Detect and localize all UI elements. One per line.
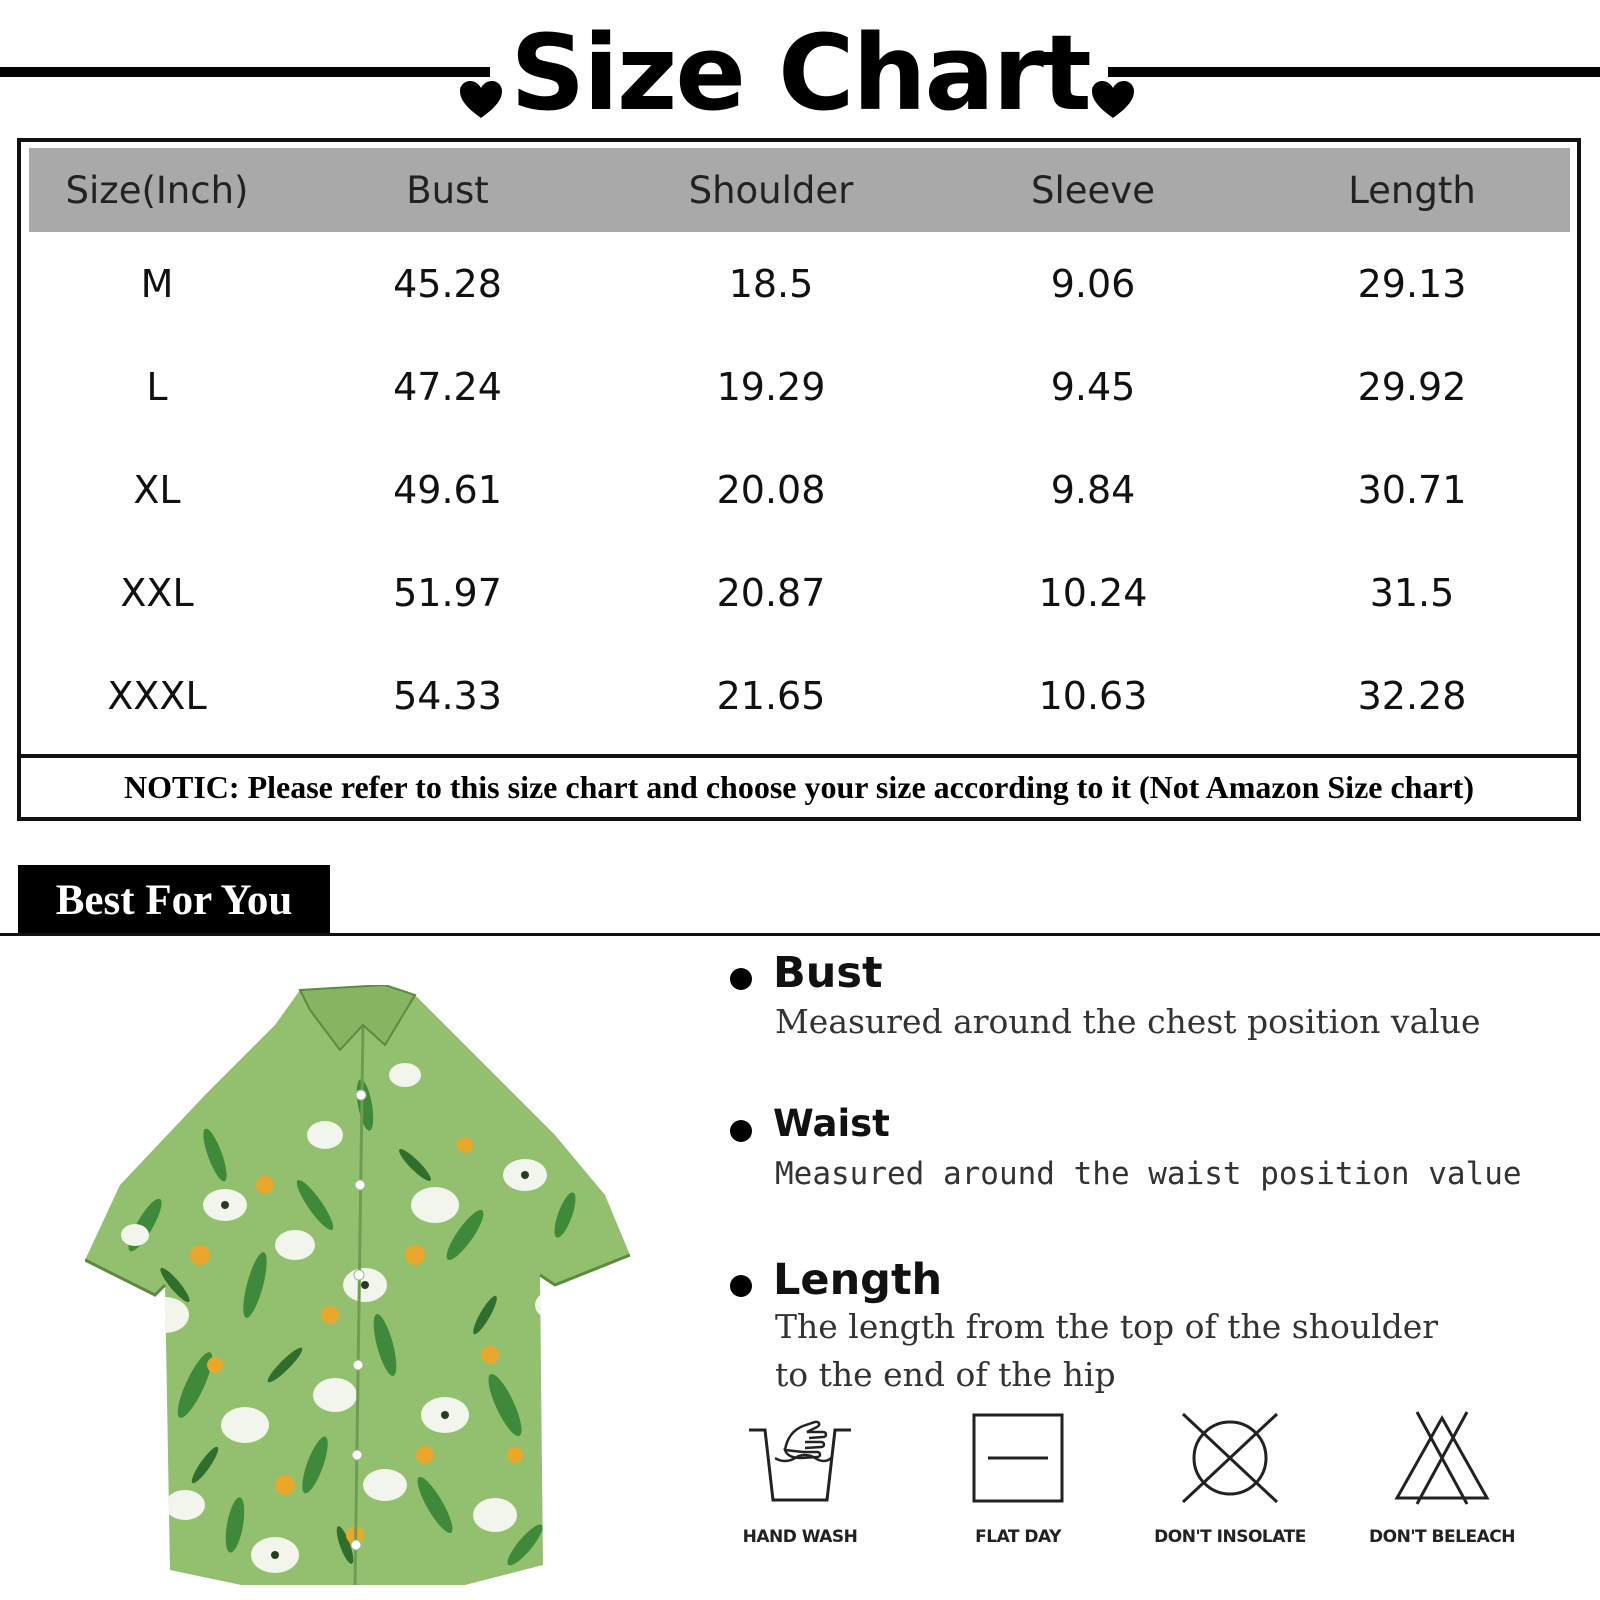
table-body — [29, 232, 1570, 747]
care-label: DON'T INSOLATE — [1154, 1527, 1306, 1547]
heart-icon — [458, 80, 504, 120]
table-cell: 20.87 — [716, 570, 826, 615]
table-cell: 31.5 — [1369, 570, 1455, 615]
measurement-title: Bust — [773, 948, 883, 998]
care-dont-bleach — [1347, 1410, 1537, 1547]
do-not-tumble-dry-icon — [1175, 1410, 1285, 1505]
table-row — [29, 541, 1570, 644]
column-header-size: Size(Inch) — [65, 168, 249, 212]
table-cell: M — [140, 261, 174, 306]
table-cell: 10.24 — [1038, 570, 1148, 615]
bullet-icon — [730, 1275, 752, 1297]
table-cell: 30.71 — [1357, 467, 1467, 512]
bullet-icon — [730, 1120, 752, 1142]
table-cell: 19.29 — [716, 364, 826, 409]
table-cell: 54.33 — [393, 673, 502, 718]
care-label: FLAT DAY — [975, 1527, 1061, 1547]
table-cell: XXXL — [107, 673, 207, 718]
table-cell: 10.63 — [1038, 673, 1148, 718]
measurement-title: Length — [773, 1255, 943, 1305]
column-header-sleeve: Sleeve — [1031, 168, 1155, 212]
table-header-row — [29, 148, 1570, 232]
care-flat-dry — [923, 1410, 1113, 1547]
table-cell: 9.06 — [1050, 261, 1136, 306]
size-notice — [21, 754, 1577, 817]
table-row — [29, 335, 1570, 438]
table-cell: 29.13 — [1357, 261, 1467, 306]
do-not-bleach-icon — [1387, 1410, 1497, 1505]
table-cell: XL — [133, 467, 181, 512]
header-rule-left — [0, 67, 490, 77]
table-cell: 20.08 — [716, 467, 826, 512]
section-rule — [0, 933, 1600, 936]
table-cell: 9.45 — [1050, 364, 1136, 409]
measurement-description: Measured around the waist position value — [775, 1156, 1522, 1192]
table-cell: 21.65 — [716, 673, 826, 718]
table-cell: XXL — [120, 570, 194, 615]
header-rule-right — [1108, 67, 1600, 77]
section-tab — [18, 865, 330, 936]
care-dont-insolate — [1135, 1410, 1325, 1547]
measurement-description: The length from the top of the shoulder to the end of the hip — [775, 1307, 1439, 1394]
table-row — [29, 438, 1570, 541]
table-cell: 49.61 — [393, 467, 502, 512]
table-row — [29, 644, 1570, 747]
size-table — [17, 138, 1581, 821]
size-notice-text: NOTIC: Please refer to this size chart and choose your size according to it (Not Amazon Size chart) — [124, 769, 1474, 805]
floral-shirt-image — [85, 985, 630, 1585]
section-title: Best For You — [55, 877, 293, 924]
care-label: HAND WASH — [742, 1527, 858, 1547]
table-cell: L — [146, 364, 168, 409]
column-header-bust: Bust — [406, 168, 489, 212]
column-header-length: Length — [1348, 168, 1476, 212]
table-cell: 45.28 — [393, 261, 502, 306]
measurement-description: Measured around the chest position value — [775, 1002, 1481, 1041]
flat-dry-icon — [968, 1410, 1068, 1505]
page-title: Size Chart — [510, 12, 1090, 134]
care-label: DON'T BELEACH — [1369, 1527, 1515, 1547]
table-cell: 9.84 — [1050, 467, 1136, 512]
care-hand-wash — [705, 1410, 895, 1547]
table-cell: 18.5 — [728, 261, 814, 306]
table-cell: 32.28 — [1357, 673, 1467, 718]
table-cell: 51.97 — [393, 570, 502, 615]
measurement-title: Waist — [773, 1102, 890, 1145]
table-cell: 29.92 — [1357, 364, 1467, 409]
column-header-shoulder: Shoulder — [688, 168, 854, 212]
bullet-icon — [730, 968, 752, 990]
table-row — [29, 232, 1570, 335]
table-cell: 47.24 — [393, 364, 502, 409]
hand-wash-icon — [745, 1410, 855, 1505]
